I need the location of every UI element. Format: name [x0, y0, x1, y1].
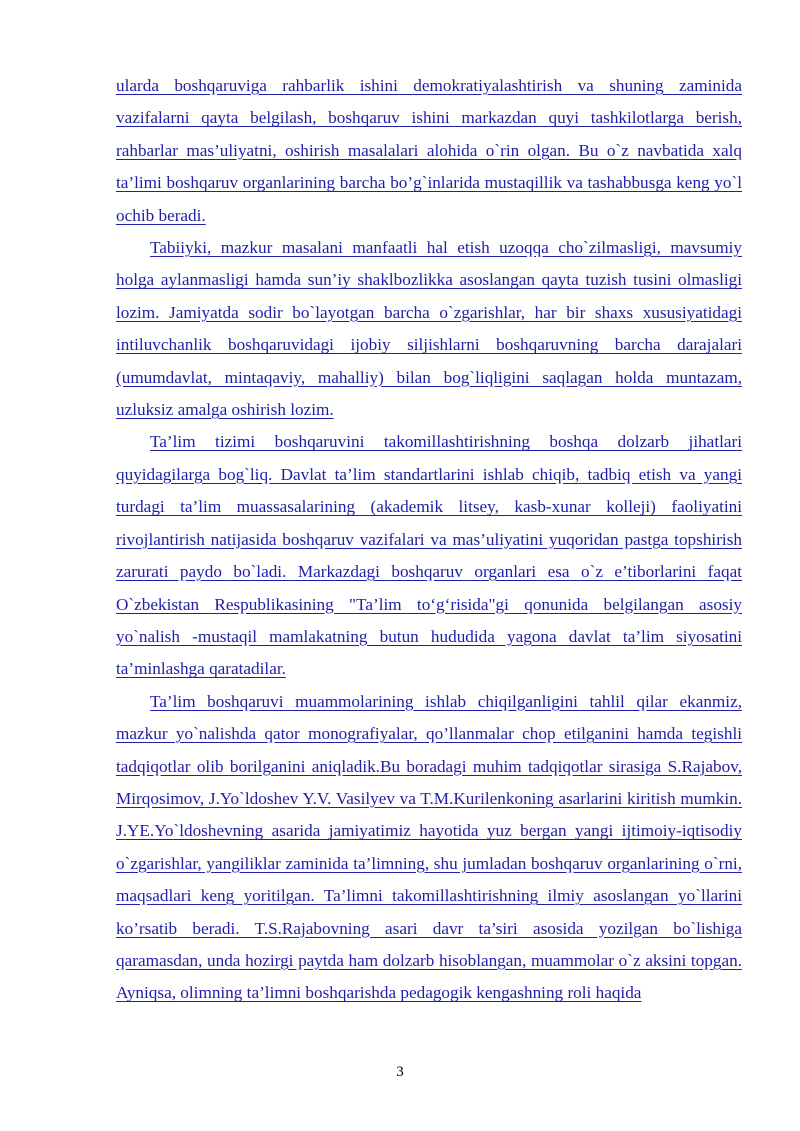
body-text: [116, 70, 742, 1010]
paragraph-3: Ta’lim tizimi boshqaruvini takomillashtirishning boshqa dolzarb jihatlari quyidagilarga bog`liq. Davlat ta’lim standartlarini ishlab chiqib, tadbiq etish va yangi turdagi ta’lim muassasalarining (akademik litsey, kasb-xunar kolleji) faoliyatini rivojlantirish natijasida boshqaruv vazifalari va mas’uliyatini yuqoridan pastga topshirish zarurati paydo bo`ladi. Markazdagi boshqaruv organlari esa o`z e’tiborlarini faqat O`zbekistan Respublikasining "Ta’lim to‘g‘risida"gi qonunida belgilangan asosiy yo`nalish -mustaqil mamlakatning butun hududida yagona davlat ta’lim siyosatini ta’minlashga qaratadilar.: [116, 432, 742, 679]
paragraph-2: Tabiiyki, mazkur masalani manfaatli hal etish uzoqqa cho`zilmasligi, mavsumiy holga aylanmasligi hamda sun’iy shaklbozlikka asoslangan qayta tuzish tusini olmasligi lozim. Jamiyatda sodir bo`layotgan barcha o`zgarishlar, har bir shaxs xususiyatidagi intiluvchanlik boshqaruvidagi ijobiy siljishlarni boshqaruvning barcha darajalari (umumdavlat, mintaqaviy, mahalliy) bilan bog`liqligini saqlagan holda muntazam, uzluksiz amalga oshirish lozim.: [116, 238, 742, 420]
paragraph-1: ularda boshqaruviga rahbarlik ishini demokratiyalashtirish va shuning zaminida vazifalarni qayta belgilash, boshqaruv ishini markazdan quyi tashkilotlarga berish, rahbarlar mas’uliyatni, oshirish masalalari alohida o`rin olgan. Bu o`z navbatida xalq ta’limi boshqaruv organlarining barcha bo’g`inlarida mustaqillik va tashabbusga keng yo`l ochib beradi.: [116, 76, 742, 225]
paragraph-4: Ta’lim boshqaruvi muammolarining ishlab chiqilganligini tahlil qilar ekanmiz, mazkur yo`nalishda qator monografiyalar, qo’llanmalar chop etilganini hamda tegishli tadqiqotlar olib borilganini aniqladik.Bu boradagi muhim tadqiqotlar sirasiga S.Rajabov, Mirqosimov, J.Yo`ldoshev Y.V. Vasilyev va T.M.Kurilenkoning asarlarini kiritish mumkin. J.YE.Yo`ldoshevning asarida jamiyatimiz hayotida yuz bergan yangi ijtimoiy-iqtisodiy o`zgarishlar, yangiliklar zaminida ta’limning, shu jumladan boshqaruv organlarining o`rni, maqsadlari keng yoritilgan. Ta’limni takomillashtirishning ilmiy asoslangan yo`llarini ko’rsatib beradi. T.S.Rajabovning asari davr ta’siri asosida yozilgan bo`lishiga qaramasdan, unda hozirgi paytda ham dolzarb hisoblangan, muammolar o`z aksini topgan. Ayniqsa, olimning ta’limni boshqarishda pedagogik kengashning roli haqida: [116, 691, 742, 1003]
page-number: 3: [396, 1064, 404, 1080]
